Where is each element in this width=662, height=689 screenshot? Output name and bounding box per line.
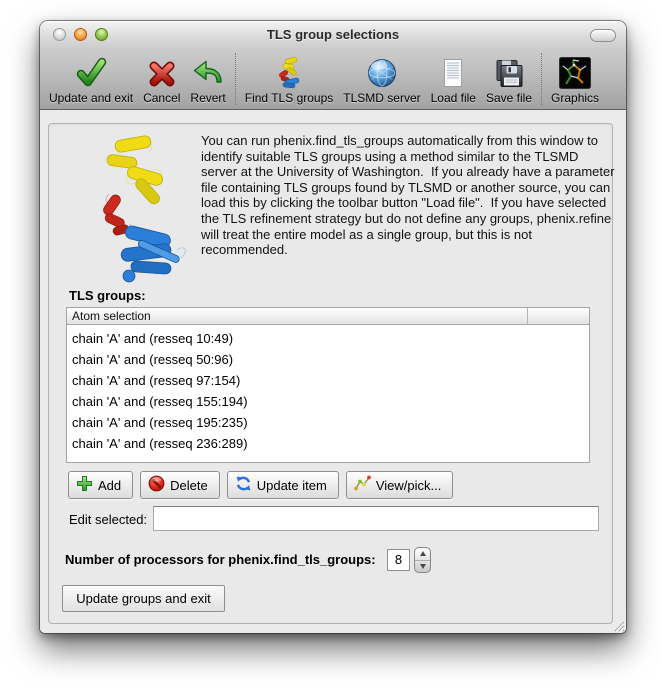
sparkline-icon (354, 475, 371, 495)
add-button[interactable] (68, 471, 133, 499)
toolbar-separator (235, 53, 236, 105)
toolbar-pill-button[interactable] (590, 29, 616, 42)
view-pick-button[interactable] (346, 471, 454, 499)
main-panel (48, 123, 619, 624)
toolbar-label: Revert (190, 91, 226, 105)
window-title: TLS group selections (266, 27, 400, 42)
update-groups-and-exit-button[interactable]: Update groups and exit (62, 585, 225, 612)
tls-groups-table (66, 307, 590, 463)
processors-stepper (414, 547, 431, 573)
delete-button-label: Delete (170, 477, 208, 493)
toolbar-label: Cancel (143, 91, 181, 105)
floppy-disk-icon (493, 56, 525, 90)
table-row[interactable]: chain 'A' and (resseq 10:49) (72, 331, 234, 346)
table-body (67, 325, 589, 462)
toolbar-button-load-file[interactable] (426, 56, 481, 105)
table-row[interactable]: chain 'A' and (resseq 155:194) (72, 394, 248, 409)
table-row[interactable]: chain 'A' and (resseq 236:289) (72, 436, 248, 451)
table-row[interactable]: chain 'A' and (resseq 195:235) (72, 415, 248, 430)
prohibition-icon (148, 475, 165, 495)
table-header (67, 308, 589, 325)
toolbar-button-cancel[interactable] (138, 56, 185, 105)
toolbar-label: Graphics (551, 91, 600, 105)
protein-icon (273, 56, 305, 90)
molecule-viewer-icon (559, 56, 591, 90)
table-row[interactable]: chain 'A' and (resseq 50:96) (72, 352, 234, 367)
update-item-button-label: Update item (256, 477, 327, 493)
edit-selected-label: Edit selected: (69, 512, 148, 527)
red-x-icon (147, 56, 177, 90)
dialog-window (40, 21, 626, 633)
table-row[interactable]: chain 'A' and (resseq 97:154) (72, 373, 241, 388)
toolbar-label: TLSMD server (343, 91, 421, 105)
green-checkmark-icon (75, 56, 107, 90)
stepper-down-button[interactable] (415, 560, 430, 573)
toolbar-separator (541, 53, 542, 105)
column-header-extra[interactable] (527, 308, 589, 324)
toolbar-button-update-and-exit[interactable] (44, 56, 138, 105)
table-actions (68, 471, 453, 499)
toolbar-label: Load file (430, 91, 476, 105)
resize-grip[interactable] (611, 618, 625, 632)
column-header-atom-selection[interactable]: Atom selection (72, 309, 151, 323)
dialog-content (40, 111, 626, 633)
tls-groups-label: TLS groups: (69, 288, 146, 303)
protein-ribbon-figure (93, 130, 197, 291)
toolbar (40, 48, 626, 110)
add-button-label: Add (98, 477, 122, 493)
toolbar-button-save-file[interactable] (481, 56, 537, 105)
processors-count-field[interactable]: 8 (387, 549, 410, 571)
toolbar-button-revert[interactable] (185, 56, 230, 105)
toolbar-label: Update and exit (49, 91, 134, 105)
green-undo-arrow-icon (191, 56, 225, 90)
titlebar[interactable] (40, 21, 626, 48)
toolbar-button-tlsmd-server[interactable] (338, 56, 425, 105)
plus-icon (76, 475, 93, 495)
toolbar-label: Save file (485, 91, 533, 105)
globe-icon (366, 56, 398, 90)
delete-button[interactable] (140, 471, 220, 499)
update-item-button[interactable] (227, 471, 339, 499)
processors-label: Number of processors for phenix.find_tls_groups: (65, 552, 376, 567)
view-pick-button-label: View/pick... (375, 477, 442, 493)
toolbar-button-find-tls-groups[interactable] (240, 56, 339, 105)
edit-selected-input[interactable] (153, 506, 599, 531)
toolbar-button-graphics[interactable] (546, 56, 604, 105)
description-text: You can run phenix.find_tls_groups automatically from this window to identify suitable TLS groups using a method similar to the TLSMD server at the University of Washington. If you already have a parameter file containing TLS groups found by TLSMD or another source, you can load this by clicking the toolbar button "Load file". If you have selected the TLS refinement strategy but do not define any groups, phenix.refine will treat the entire model as a single group, but this is not recommended. (201, 133, 619, 258)
refresh-icon (235, 475, 252, 495)
stepper-up-button[interactable] (415, 548, 430, 560)
toolbar-label: Find TLS groups (244, 91, 334, 105)
spreadsheet-document-icon (437, 56, 469, 90)
